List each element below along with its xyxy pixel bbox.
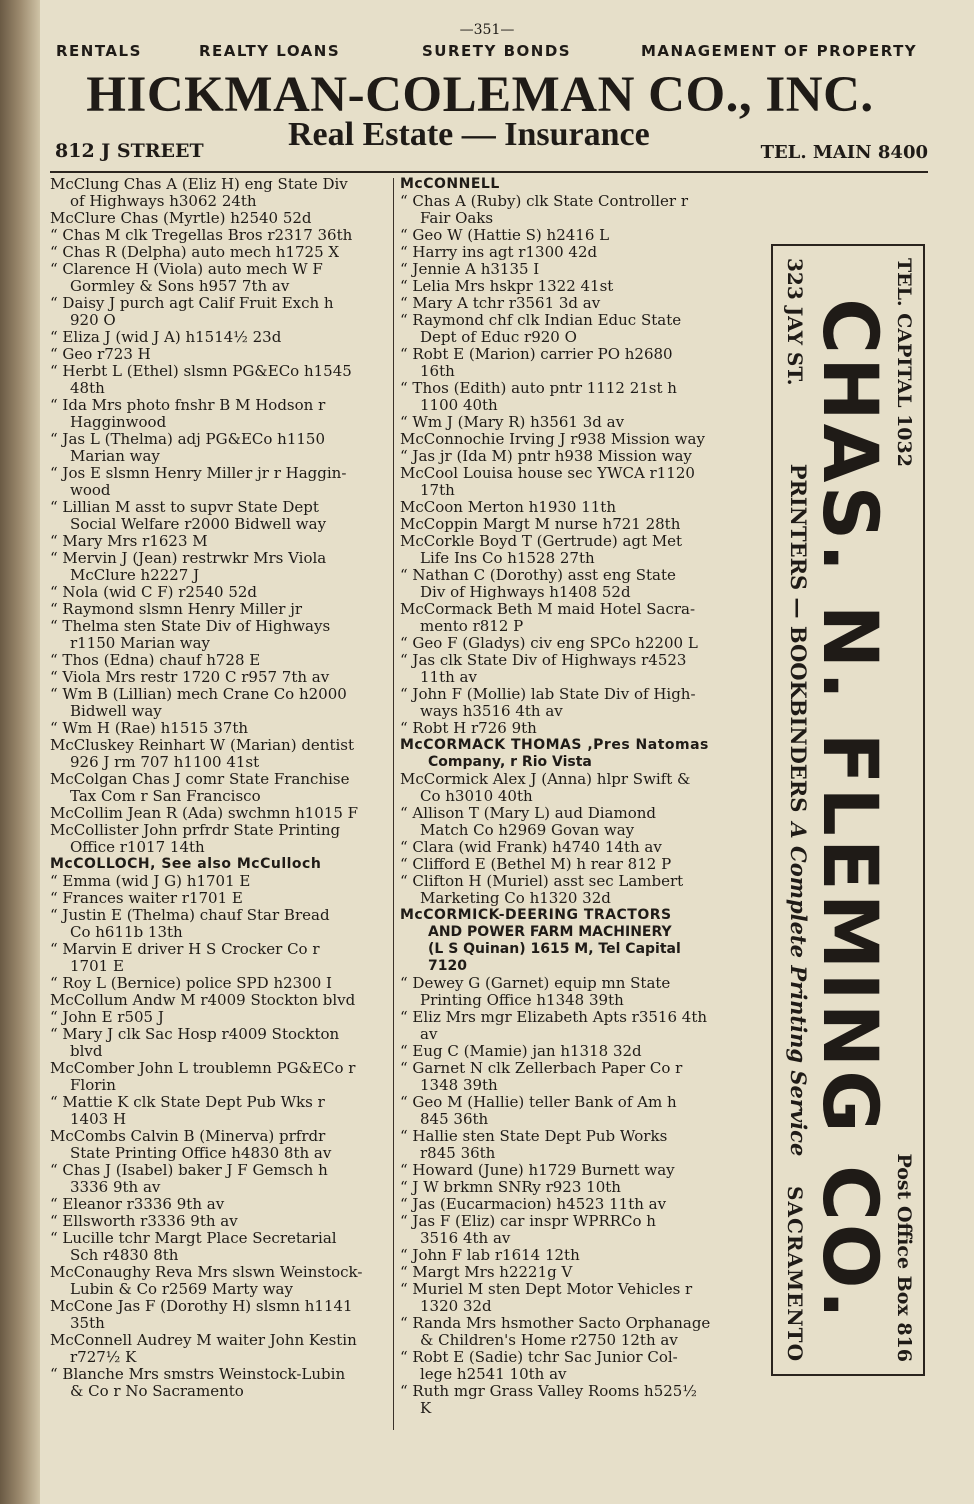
- page-number: —351—: [459, 22, 515, 38]
- directory-entry: “ Jas clk State Div of Highways r4523: [400, 652, 687, 669]
- directory-entry: “ Clifford E (Bethel M) h rear 812 P: [400, 856, 672, 873]
- directory-entry: “ Robt E (Sadie) tchr Sac Junior Col-: [400, 1349, 678, 1366]
- company-telephone: TEL. MAIN 8400: [760, 142, 928, 163]
- directory-entry: “ Viola Mrs restr 1720 C r957 7th av: [50, 669, 330, 686]
- directory-entry: “ Muriel M sten Dept Motor Vehicles r: [400, 1281, 693, 1298]
- entry-continuation: 3336 9th av: [70, 1179, 161, 1196]
- service-management: MANAGEMENT OF PROPERTY: [641, 42, 918, 60]
- directory-entry: “ Wm H (Rae) h1515 37th: [50, 720, 249, 737]
- entry-continuation: Div of Highways h1408 52d: [420, 584, 631, 601]
- directory-column-right: [400, 176, 758, 1417]
- directory-entry: “ Thelma sten State Div of Highways: [50, 618, 331, 635]
- entry-continuation: Lubin & Co r2569 Marty way: [70, 1281, 293, 1298]
- entry-continuation: 1403 H: [70, 1111, 127, 1128]
- directory-entry: “ Emma (wid J G) h1701 E: [50, 873, 251, 890]
- directory-column-left: [50, 176, 387, 1400]
- entry-continuation: Bidwell way: [70, 703, 162, 720]
- directory-entry: “ Eliz Mrs mgr Elizabeth Apts r3516 4th: [400, 1009, 708, 1026]
- ad-services-tagline: A Complete Printing Service: [786, 822, 811, 1157]
- company-address: 812 J STREET: [55, 140, 204, 162]
- entry-continuation: Sch r4830 8th: [70, 1247, 179, 1264]
- book-spine-shadow: [0, 0, 40, 1504]
- directory-entry: McConnochie Irving J r938 Mission way: [400, 431, 705, 448]
- directory-entry: “ Chas R (Delpha) auto mech h1725 X: [50, 244, 340, 261]
- entry-continuation: Printing Office h1348 39th: [420, 992, 624, 1009]
- entry-continuation: 35th: [70, 1315, 105, 1332]
- directory-entry: “ Eliza J (wid J A) h1514½ 23d: [50, 329, 282, 346]
- entry-continuation: r1150 Marian way: [70, 635, 211, 652]
- entry-continuation: 17th: [420, 482, 455, 499]
- column-divider: [393, 178, 394, 1430]
- directory-entry: “ Eug C (Mamie) jan h1318 32d: [400, 1043, 642, 1060]
- fleming-advertisement: [771, 244, 925, 1376]
- directory-entry: “ Jas F (Eliz) car inspr WPRRCo h: [400, 1213, 656, 1230]
- entry-continuation: 16th: [420, 363, 455, 380]
- directory-entry: “ Hallie sten State Dept Pub Works: [400, 1128, 668, 1145]
- heading-entry: AND POWER FARM MACHINERY: [428, 924, 672, 940]
- entry-continuation: av: [420, 1026, 438, 1043]
- directory-entry: McCoon Merton h1930 11th: [400, 499, 616, 516]
- directory-entry: McConnell Audrey M waiter John Kestin: [50, 1332, 357, 1349]
- entry-continuation: Social Welfare r2000 Bidwell way: [70, 516, 327, 533]
- directory-entry: McCollim Jean R (Ada) swchmn h1015 F: [50, 805, 359, 822]
- directory-entry: “ John F lab r1614 12th: [400, 1247, 580, 1264]
- entry-continuation: of Highways h3062 24th: [70, 193, 257, 210]
- directory-entry: “ Nola (wid C F) r2540 52d: [50, 584, 258, 601]
- entry-continuation: ways h3516 4th av: [420, 703, 563, 720]
- directory-entry: McCone Jas F (Dorothy H) slsmn h1141: [50, 1298, 353, 1315]
- entry-continuation: & Co r No Sacramento: [70, 1383, 244, 1400]
- company-name: HICKMAN-COLEMAN CO., INC.: [86, 67, 874, 123]
- directory-entry: “ J W brkmn SNRy r923 10th: [400, 1179, 621, 1196]
- heading-entry: (L S Quinan) 1615 M, Tel Capital: [428, 941, 681, 957]
- entry-continuation: 1320 32d: [420, 1298, 492, 1315]
- directory-entry: “ Jennie A h3135 I: [400, 261, 540, 278]
- ad-company-name: CHAS. N. FLEMING CO.: [806, 298, 895, 1322]
- entry-continuation: mento r812 P: [420, 618, 524, 635]
- directory-entry: “ Lillian M asst to supvr State Dept: [50, 499, 319, 516]
- directory-entry: “ Nathan C (Dorothy) asst eng State: [400, 567, 676, 584]
- entry-continuation: Office r1017 14th: [70, 839, 205, 856]
- ad-services-label: PRINTERS — BOOKBINDERS: [786, 463, 811, 813]
- entry-continuation: 3516 4th av: [420, 1230, 511, 1247]
- entry-continuation: Dept of Educ r920 O: [420, 329, 577, 346]
- entry-continuation: 1701 E: [70, 958, 124, 975]
- directory-entry: “ Lelia Mrs hskpr 1322 41st: [400, 278, 614, 295]
- entry-continuation: K: [420, 1400, 432, 1417]
- directory-entry: “ Herbt L (Ethel) slsmn PG&ECo h1545: [50, 363, 352, 380]
- directory-entry: “ Frances waiter r1701 E: [50, 890, 243, 907]
- directory-entry: “ Geo F (Gladys) civ eng SPCo h2200 L: [400, 635, 698, 652]
- directory-entry: “ Robt E (Marion) carrier PO h2680: [400, 346, 673, 363]
- directory-entry: “ Geo M (Hallie) teller Bank of Am h: [400, 1094, 677, 1111]
- directory-entry: McCorkle Boyd T (Gertrude) agt Met: [400, 533, 683, 550]
- directory-entry: “ Dewey G (Garnet) equip mn State: [400, 975, 671, 992]
- directory-entry: “ Chas J (Isabel) baker J F Gemsch h: [50, 1162, 328, 1179]
- service-surety-bonds: SURETY BONDS: [422, 42, 572, 60]
- heading-entry: McCONNELL: [400, 176, 500, 192]
- directory-entry: “ Clifton H (Muriel) asst sec Lambert: [400, 873, 684, 890]
- directory-entry: McCluskey Reinhart W (Marian) dentist: [50, 737, 355, 754]
- directory-entry: “ Eleanor r3336 9th av: [50, 1196, 225, 1213]
- directory-entry: McConaughy Reva Mrs slswn Weinstock-: [50, 1264, 363, 1281]
- directory-entry: “ Robt H r726 9th: [400, 720, 537, 737]
- directory-entry: “ Mary Mrs r1623 M: [50, 533, 208, 550]
- directory-entry: McCollister John prfrdr State Printing: [50, 822, 341, 839]
- directory-entry: “ Harry ins agt r1300 42d: [400, 244, 598, 261]
- directory-entry: “ Ellsworth r3336 9th av: [50, 1213, 238, 1230]
- entry-continuation: Co h611b 13th: [70, 924, 183, 941]
- entry-continuation: 926 J rm 707 h1100 41st: [70, 754, 260, 771]
- directory-entry: “ Lucille tchr Margt Place Secretarial: [50, 1230, 337, 1247]
- directory-entry: “ Roy L (Bernice) police SPD h2300 I: [50, 975, 332, 992]
- directory-entry: “ John F (Mollie) lab State Div of High-: [400, 686, 696, 703]
- entry-continuation: Hagginwood: [70, 414, 167, 431]
- entry-continuation: 1348 39th: [420, 1077, 498, 1094]
- service-realty-loans: REALTY LOANS: [199, 42, 341, 60]
- directory-entry: McCollum Andw M r4009 Stockton blvd: [50, 992, 356, 1009]
- entry-continuation: Tax Com r San Francisco: [70, 788, 261, 805]
- header-subline: [50, 116, 928, 166]
- entry-continuation: & Children's Home r2750 12th av: [420, 1332, 678, 1349]
- directory-entry: McColgan Chas J comr State Franchise: [50, 771, 350, 788]
- entry-continuation: wood: [70, 482, 111, 499]
- directory-entry: “ John E r505 J: [50, 1009, 164, 1026]
- directory-entry: McCool Louisa house sec YWCA r1120: [400, 465, 695, 482]
- entry-continuation: 48th: [70, 380, 105, 397]
- entry-continuation: State Printing Office h4830 8th av: [70, 1145, 332, 1162]
- directory-entry: “ Mary J clk Sac Hosp r4009 Stockton: [50, 1026, 340, 1043]
- directory-entry: “ Chas A (Ruby) clk State Controller r: [400, 193, 689, 210]
- directory-entry: McCoppin Margt M nurse h721 28th: [400, 516, 681, 533]
- directory-entry: “ Jas (Eucarmacion) h4523 11th av: [400, 1196, 667, 1213]
- entry-continuation: 1100 40th: [420, 397, 498, 414]
- entry-continuation: r845 36th: [420, 1145, 496, 1162]
- directory-entry: McClung Chas A (Eliz H) eng State Div: [50, 176, 348, 193]
- ad-address: 323 JAY ST.: [783, 258, 807, 386]
- directory-entry: “ Thos (Edna) chauf h728 E: [50, 652, 261, 669]
- directory-entry: “ Wm B (Lillian) mech Crane Co h2000: [50, 686, 347, 703]
- directory-entry: “ Mattie K clk State Dept Pub Wks r: [50, 1094, 325, 1111]
- directory-entry: “ Jos E slsmn Henry Miller jr r Haggin-: [50, 465, 347, 482]
- directory-entry: “ Jas L (Thelma) adj PG&ECo h1150: [50, 431, 326, 448]
- service-rentals: RENTALS: [56, 42, 142, 60]
- directory-entry: “ Ruth mgr Grass Valley Rooms h525½: [400, 1383, 697, 1400]
- entry-continuation: Marian way: [70, 448, 160, 465]
- entry-continuation: 11th av: [420, 669, 477, 686]
- directory-entry: “ Jas jr (Ida M) pntr h938 Mission way: [400, 448, 692, 465]
- directory-entry: “ Chas M clk Tregellas Bros r2317 36th: [50, 227, 353, 244]
- ad-telephone: TEL. CAPITAL 1032: [893, 258, 915, 467]
- company-tagline: Real Estate — Insurance: [288, 116, 650, 153]
- entry-continuation: Gormley & Sons h957 7th av: [70, 278, 290, 295]
- directory-entry: “ Geo W (Hattie S) h2416 L: [400, 227, 610, 244]
- directory-entry: “ Randa Mrs hsmother Sacto Orphanage: [400, 1315, 711, 1332]
- entry-continuation: Fair Oaks: [420, 210, 494, 227]
- directory-entry: McComber John L troublemn PG&ECo r: [50, 1060, 356, 1077]
- directory-entry: “ Thos (Edith) auto pntr 1112 21st h: [400, 380, 677, 397]
- directory-entry: “ Geo r723 H: [50, 346, 151, 363]
- entry-continuation: r727½ K: [70, 1349, 137, 1366]
- directory-entry: “ Wm J (Mary R) h3561 3d av: [400, 414, 625, 431]
- directory-entry: “ Mary A tchr r3561 3d av: [400, 295, 601, 312]
- entry-continuation: lege h2541 10th av: [420, 1366, 567, 1383]
- header-rule: [50, 171, 928, 173]
- entry-continuation: 920 O: [70, 312, 116, 329]
- ad-rotated-content: [773, 250, 923, 1370]
- heading-entry: 7120: [428, 958, 467, 974]
- directory-entry: “ Mervin J (Jean) restrwkr Mrs Viola: [50, 550, 327, 567]
- directory-entry: “ Garnet N clk Zellerbach Paper Co r: [400, 1060, 683, 1077]
- directory-entry: “ Raymond slsmn Henry Miller jr: [50, 601, 303, 618]
- directory-entry: “ Raymond chf clk Indian Educ State: [400, 312, 682, 329]
- directory-entry: “ Margt Mrs h2221g V: [400, 1264, 573, 1281]
- directory-entry: “ Ida Mrs photo fnshr B M Hodson r: [50, 397, 326, 414]
- entry-continuation: Co h3010 40th: [420, 788, 533, 805]
- directory-entry: “ Clara (wid Frank) h4740 14th av: [400, 839, 662, 856]
- entry-continuation: McClure h2227 J: [70, 567, 200, 584]
- directory-entry: “ Allison T (Mary L) aud Diamond: [400, 805, 656, 822]
- directory-entry: “ Howard (June) h1729 Burnett way: [400, 1162, 675, 1179]
- directory-entry: McCombs Calvin B (Minerva) prfrdr: [50, 1128, 326, 1145]
- entry-continuation: Marketing Co h1320 32d: [420, 890, 611, 907]
- directory-entry: “ Blanche Mrs smstrs Weinstock-Lubin: [50, 1366, 346, 1383]
- directory-entry: McCormick Alex J (Anna) hlpr Swift &: [400, 771, 691, 788]
- directory-entry: McClure Chas (Myrtle) h2540 52d: [50, 210, 312, 227]
- ad-po-box: Post Office Box 816: [893, 1153, 915, 1362]
- entry-continuation: Florin: [70, 1077, 116, 1094]
- directory-entry: “ Clarence H (Viola) auto mech W F: [50, 261, 323, 278]
- heading-entry: McCOLLOCH, See also McCulloch: [50, 856, 322, 872]
- directory-entry: “ Marvin E driver H S Crocker Co r: [50, 941, 320, 958]
- heading-entry: McCORMICK-DEERING TRACTORS: [400, 907, 672, 923]
- entry-continuation: Match Co h2969 Govan way: [420, 822, 635, 839]
- directory-entry: McCormack Beth M maid Hotel Sacra-: [400, 601, 696, 618]
- entry-continuation: 845 36th: [420, 1111, 489, 1128]
- entry-continuation: Life Ins Co h1528 27th: [420, 550, 595, 567]
- heading-entry: McCORMACK THOMAS ,Pres Natomas: [400, 737, 709, 753]
- directory-entry: “ Justin E (Thelma) chauf Star Bread: [50, 907, 330, 924]
- directory-entry: “ Daisy J purch agt Calif Fruit Exch h: [50, 295, 334, 312]
- heading-entry: Company, r Rio Vista: [428, 754, 592, 770]
- ad-city: SACRAMENTO: [783, 1186, 807, 1362]
- entry-continuation: blvd: [70, 1043, 103, 1060]
